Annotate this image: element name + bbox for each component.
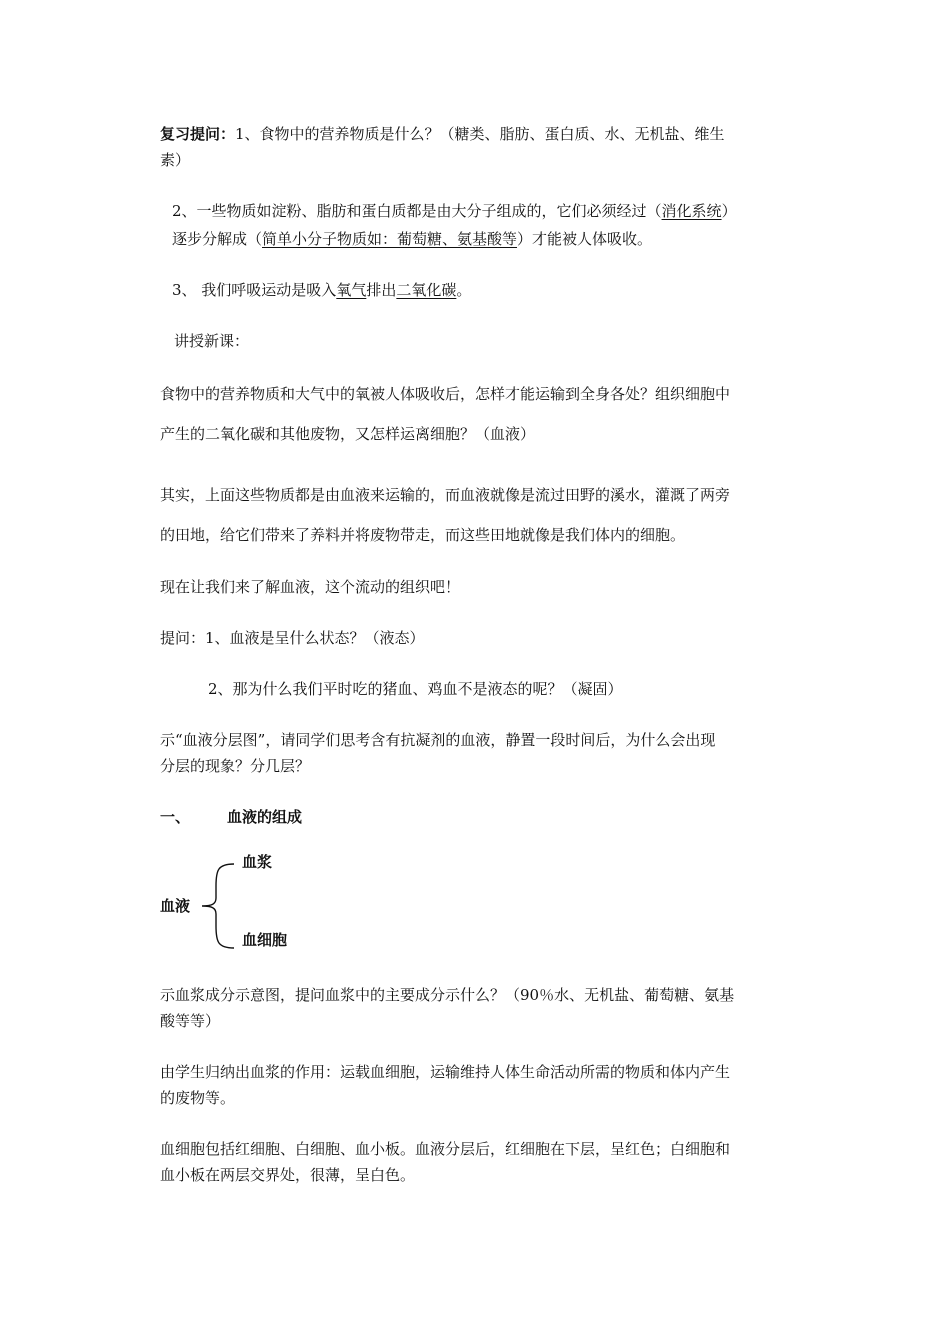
review-question-1-line2: 素）	[160, 151, 191, 169]
answer-oxygen: 氧气	[336, 281, 367, 299]
lesson-paragraph-2-line2: 的田地，给它们带来了养料并将废物带走，而这些田地就像是我们体内的细胞。	[160, 526, 686, 544]
branch-blood-cells: 血细胞	[242, 931, 288, 949]
review-question-3	[172, 279, 471, 301]
lesson-paragraph-4-line2: 分层的现象？分几层？	[160, 757, 311, 775]
lesson-paragraph-4-line1: 示“血液分层图”，请同学们思考含有抗凝剂的血液，静置一段时间后，为什么会出现	[160, 731, 716, 749]
lesson-heading: 讲授新课：	[174, 332, 250, 350]
lesson-paragraph-3: 现在让我们来了解血液，这个流动的组织吧！	[160, 578, 461, 596]
plasma-paragraph-2-line1: 由学生归纳出血浆的作用：运载血细胞，运输维持人体生命活动所需的物质和体内产生	[160, 1063, 731, 1081]
lesson-paragraph-1-line2: 产生的二氧化碳和其他废物，又怎样运离细胞？（血液）	[160, 425, 536, 443]
branch-root-blood: 血液	[160, 897, 191, 915]
answer-small-molecules: 简单小分子物质如：葡萄糖、氨基酸等	[262, 230, 518, 248]
review-q3-text-a: 3、 我们呼吸运动是吸入	[172, 281, 337, 299]
section-title: 血液的组成	[227, 808, 303, 826]
review-q2-text-b: ）	[721, 202, 737, 220]
answer-carbon-dioxide: 二氧化碳	[396, 281, 457, 299]
plasma-paragraph-3-line2: 血小板在两层交界处，很薄，呈白色。	[160, 1166, 416, 1184]
review-heading: 复习提问：	[160, 125, 236, 143]
review-q3-text-c: 。	[456, 281, 472, 299]
lesson-paragraph-1-line1: 食物中的营养物质和大气中的氧被人体吸收后，怎样才能运输到全身各处？组织细胞中	[160, 385, 731, 403]
review-q2-text-a: 2、一些物质如淀粉、脂肪和蛋白质都是由大分子组成的，它们必须经过（	[172, 202, 662, 220]
review-q2-text-c: 逐步分解成（	[172, 230, 263, 248]
lesson-paragraph-2-line1: 其实，上面这些物质都是由血液来运输的，而血液就像是流过田野的溪水，灌溉了两旁	[160, 486, 731, 504]
question-blood-state: 提问：1、血液是呈什么状态？（液态）	[160, 629, 425, 647]
review-question-2-line2	[172, 228, 652, 250]
plasma-paragraph-1-line1: 示血浆成分示意图，提问血浆中的主要成分示什么？（90％水、无机盐、葡萄糖、氨基	[160, 986, 735, 1004]
answer-digestive-system: 消化系统	[661, 202, 722, 220]
branch-plasma: 血浆	[242, 853, 273, 871]
section-number: 一、	[160, 808, 191, 826]
plasma-paragraph-1-line2: 酸等等）	[160, 1012, 221, 1030]
brace-icon	[198, 860, 238, 952]
review-q3-text-b: 排出	[366, 281, 397, 299]
review-q1-text: 1、食物中的营养物质是什么？（糖类、脂肪、蛋白质、水、无机盐、维生	[235, 125, 725, 143]
question-blood-clotting: 2、那为什么我们平时吃的猪血、鸡血不是液态的呢？（凝固）	[208, 680, 623, 698]
review-question-1-line1	[160, 123, 725, 145]
plasma-paragraph-3-line1: 血细胞包括红细胞、白细胞、血小板。血液分层后，红细胞在下层，呈红色；白细胞和	[160, 1140, 731, 1158]
review-question-2-line1	[172, 200, 737, 222]
plasma-paragraph-2-line2: 的废物等。	[160, 1089, 236, 1107]
review-q2-text-d: ）才能被人体吸收。	[517, 230, 653, 248]
